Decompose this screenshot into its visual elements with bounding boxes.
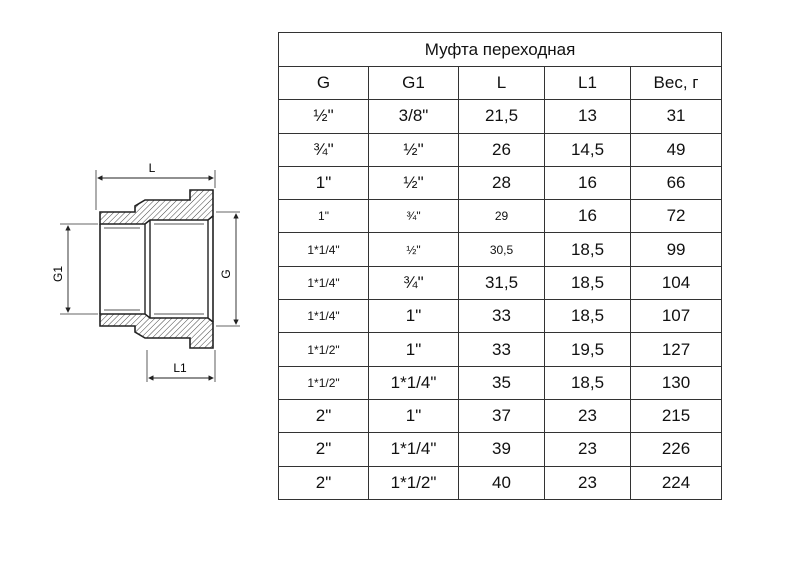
cell-weight: 215 [631, 399, 722, 432]
table-title: Муфта переходная [279, 33, 722, 67]
cell-weight: 127 [631, 333, 722, 366]
cell-L: 26 [459, 133, 545, 166]
cell-weight: 66 [631, 166, 722, 199]
spec-table [278, 32, 722, 500]
header-L: L [459, 67, 545, 100]
cell-L: 30,5 [459, 233, 545, 266]
cell-G: 2" [279, 466, 369, 499]
cell-G1: ½" [369, 133, 459, 166]
cell-L: 33 [459, 300, 545, 333]
table-row [279, 133, 722, 166]
cell-weight: 31 [631, 100, 722, 133]
cell-G1: 1" [369, 333, 459, 366]
cell-L1: 19,5 [545, 333, 631, 366]
cell-weight: 130 [631, 366, 722, 399]
cell-weight: 224 [631, 466, 722, 499]
cell-L1: 18,5 [545, 300, 631, 333]
table-row [279, 100, 722, 133]
cell-G1: 1" [369, 300, 459, 333]
table-row [279, 333, 722, 366]
header-G: G [279, 67, 369, 100]
cell-weight: 49 [631, 133, 722, 166]
table-row [279, 300, 722, 333]
cell-weight: 107 [631, 300, 722, 333]
table-row [279, 399, 722, 432]
cell-L1: 18,5 [545, 266, 631, 299]
cell-G1: 1*1/4" [369, 433, 459, 466]
cell-L1: 14,5 [545, 133, 631, 166]
table-row [279, 166, 722, 199]
coupling-drawing [40, 150, 270, 390]
cell-L: 31,5 [459, 266, 545, 299]
cell-G: 1*1/4" [279, 300, 369, 333]
coupling-top-wall [100, 190, 213, 224]
cell-G1: ½" [369, 233, 459, 266]
header-weight: Вес, г [631, 67, 722, 100]
coupling-bottom-wall [100, 314, 213, 348]
cell-L1: 16 [545, 200, 631, 233]
cell-G1: 3/8" [369, 100, 459, 133]
cell-G1: 1*1/4" [369, 366, 459, 399]
header-L1: L1 [545, 67, 631, 100]
table-row [279, 200, 722, 233]
cell-L1: 18,5 [545, 366, 631, 399]
table-row [279, 233, 722, 266]
cell-L: 33 [459, 333, 545, 366]
cell-L: 28 [459, 166, 545, 199]
cell-L: 29 [459, 200, 545, 233]
cell-L1: 16 [545, 166, 631, 199]
cell-L1: 23 [545, 399, 631, 432]
cell-L1: 18,5 [545, 233, 631, 266]
cell-L: 37 [459, 399, 545, 432]
cell-G1: ¾" [369, 266, 459, 299]
cell-weight: 104 [631, 266, 722, 299]
label-G: G [219, 269, 233, 279]
cell-weight: 99 [631, 233, 722, 266]
cell-G: ¾" [279, 133, 369, 166]
table-row [279, 433, 722, 466]
cell-G1: 1" [369, 399, 459, 432]
cell-weight: 226 [631, 433, 722, 466]
cell-L: 39 [459, 433, 545, 466]
cell-G1: 1*1/2" [369, 466, 459, 499]
table-row [279, 366, 722, 399]
cell-L1: 23 [545, 433, 631, 466]
cell-L1: 23 [545, 466, 631, 499]
table-row [279, 466, 722, 499]
label-G1: G1 [51, 265, 65, 283]
table-row [279, 266, 722, 299]
cell-L: 21,5 [459, 100, 545, 133]
header-G1: G1 [369, 67, 459, 100]
cell-G: 1" [279, 200, 369, 233]
cell-G: 2" [279, 399, 369, 432]
cell-G: ½" [279, 100, 369, 133]
cell-G: 2" [279, 433, 369, 466]
cell-L: 40 [459, 466, 545, 499]
cell-G: 1" [279, 166, 369, 199]
cell-weight: 72 [631, 200, 722, 233]
cell-G: 1*1/2" [279, 366, 369, 399]
cell-G1: ½" [369, 166, 459, 199]
cell-G: 1*1/4" [279, 233, 369, 266]
label-L1: L1 [173, 361, 187, 375]
label-L: L [148, 161, 156, 175]
cell-L: 35 [459, 366, 545, 399]
cell-G: 1*1/4" [279, 266, 369, 299]
cell-G1: ¾" [369, 200, 459, 233]
cell-G: 1*1/2" [279, 333, 369, 366]
cell-L1: 13 [545, 100, 631, 133]
